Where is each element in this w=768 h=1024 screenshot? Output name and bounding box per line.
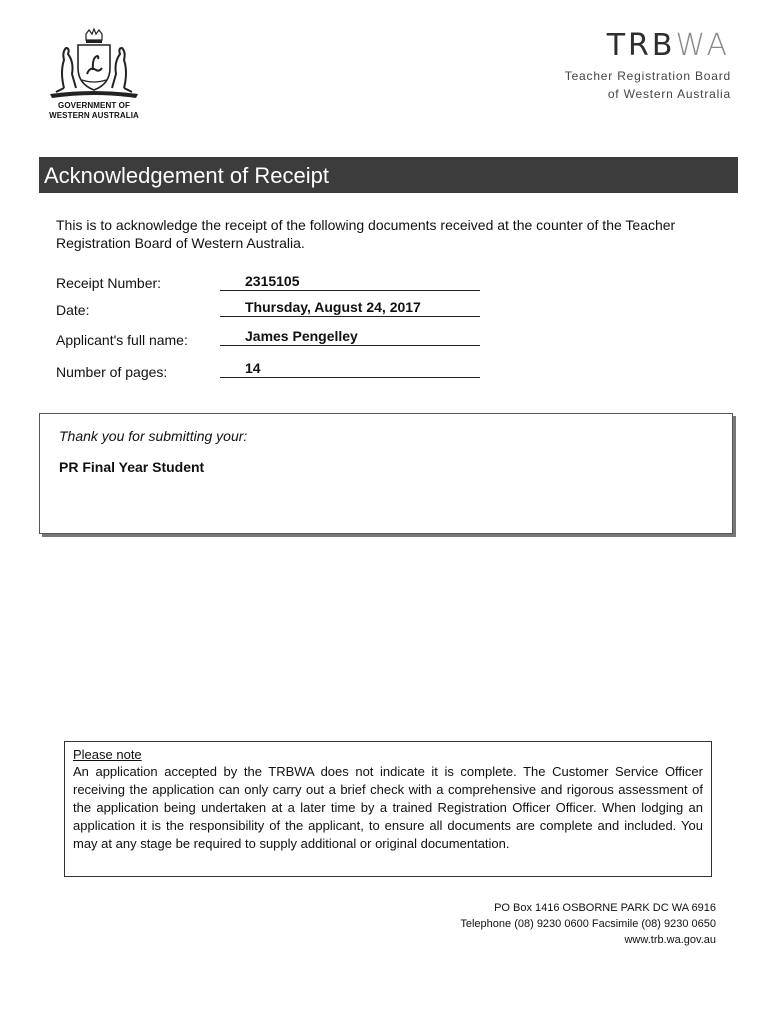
website: www.trb.wa.gov.au	[624, 934, 716, 946]
board-line-1: Teacher Registration Board	[564, 69, 731, 83]
note-body: An application accepted by the TRBWA does not indicate it is complete. The Customer Service Officer receiving the application can only carry out a brief check with a comprehensive and rigorous assessment of the application being undertaken at a later time by a trained Registration Officer Officer. When lodging an application it is the responsibility of the applicant, to ensure all documents are complete and included. You may at any stage be required to supply additional or original documentation.	[73, 764, 703, 851]
government-line-2: WESTERN AUSTRALIA	[49, 111, 139, 120]
page-count-value: 14	[220, 360, 480, 378]
logo-accent: WA	[675, 28, 730, 63]
contact-footer	[460, 900, 716, 948]
government-name	[30, 101, 158, 121]
page-count-label: Number of pages:	[56, 364, 168, 380]
board-name	[565, 67, 731, 103]
intro-text: This is to acknowledge the receipt of the following documents received at the counter of the Teacher Registration Board of Western Australia.	[56, 217, 676, 251]
trbwa-logo	[607, 28, 730, 63]
page-title: Acknowledgement of Receipt	[39, 157, 738, 193]
government-line-1: GOVERNMENT OF	[58, 101, 130, 110]
receipt-number-label: Receipt Number:	[56, 275, 162, 291]
please-note-box	[64, 741, 712, 877]
receipt-number-value: 2315105	[220, 273, 480, 291]
wa-coat-of-arms-icon	[46, 28, 142, 100]
date-value: Thursday, August 24, 2017	[220, 299, 480, 317]
logo-main: TRB	[606, 28, 676, 63]
date-label: Date:	[56, 302, 90, 318]
applicant-name-label: Applicant's full name:	[56, 332, 188, 348]
note-title: Please note	[73, 747, 142, 762]
phone-fax: Telephone (08) 9230 0600 Facsimile (08) 9230 0650	[460, 918, 716, 930]
submitted-document-type: PR Final Year Student	[59, 459, 205, 475]
thanks-text: Thank you for submitting your:	[59, 428, 248, 444]
applicant-name-value: James Pengelley	[220, 328, 480, 346]
postal-address: PO Box 1416 OSBORNE PARK DC WA 6916	[494, 902, 716, 914]
board-line-2: of Western Australia	[607, 87, 731, 101]
